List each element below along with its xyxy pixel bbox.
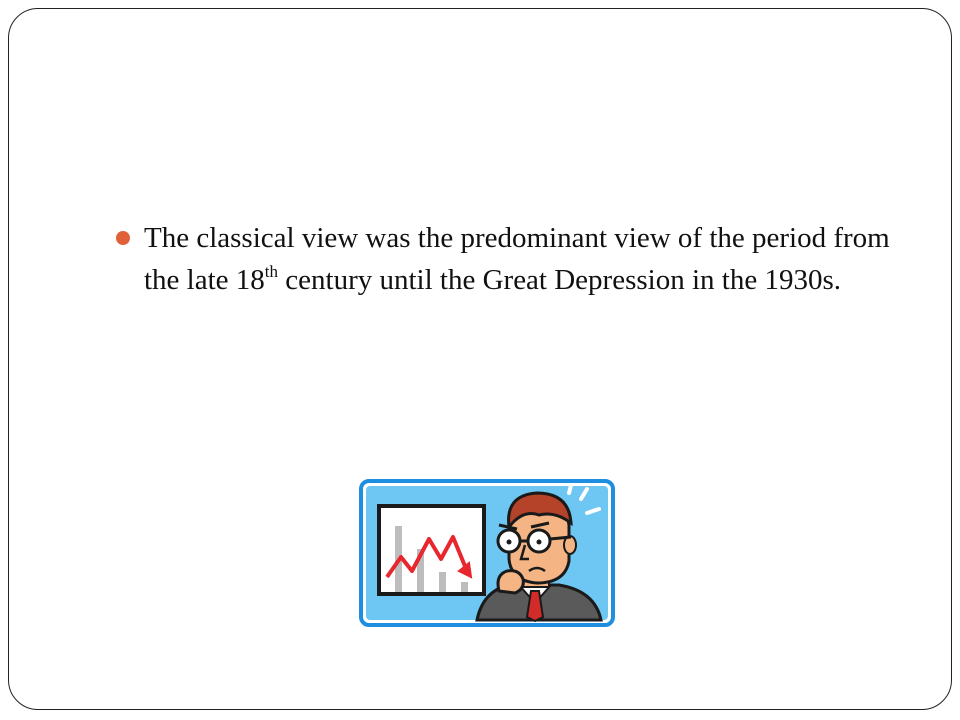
chart-board [379,506,484,594]
bullet-superscript: th [264,262,279,281]
bullet-dot-icon [116,231,130,245]
tie [527,591,543,621]
slide [8,8,952,710]
bullet-point [109,217,899,301]
hand [498,571,523,593]
bullet-text [144,217,899,301]
worried-businessman-falling-chart-icon [359,479,615,627]
bullet-text-part-1: The classical view was the predominant view of the period from the late 18 [144,222,890,296]
bullet-text-part-2: century until the Great Depression in the 1930s. [278,264,841,296]
